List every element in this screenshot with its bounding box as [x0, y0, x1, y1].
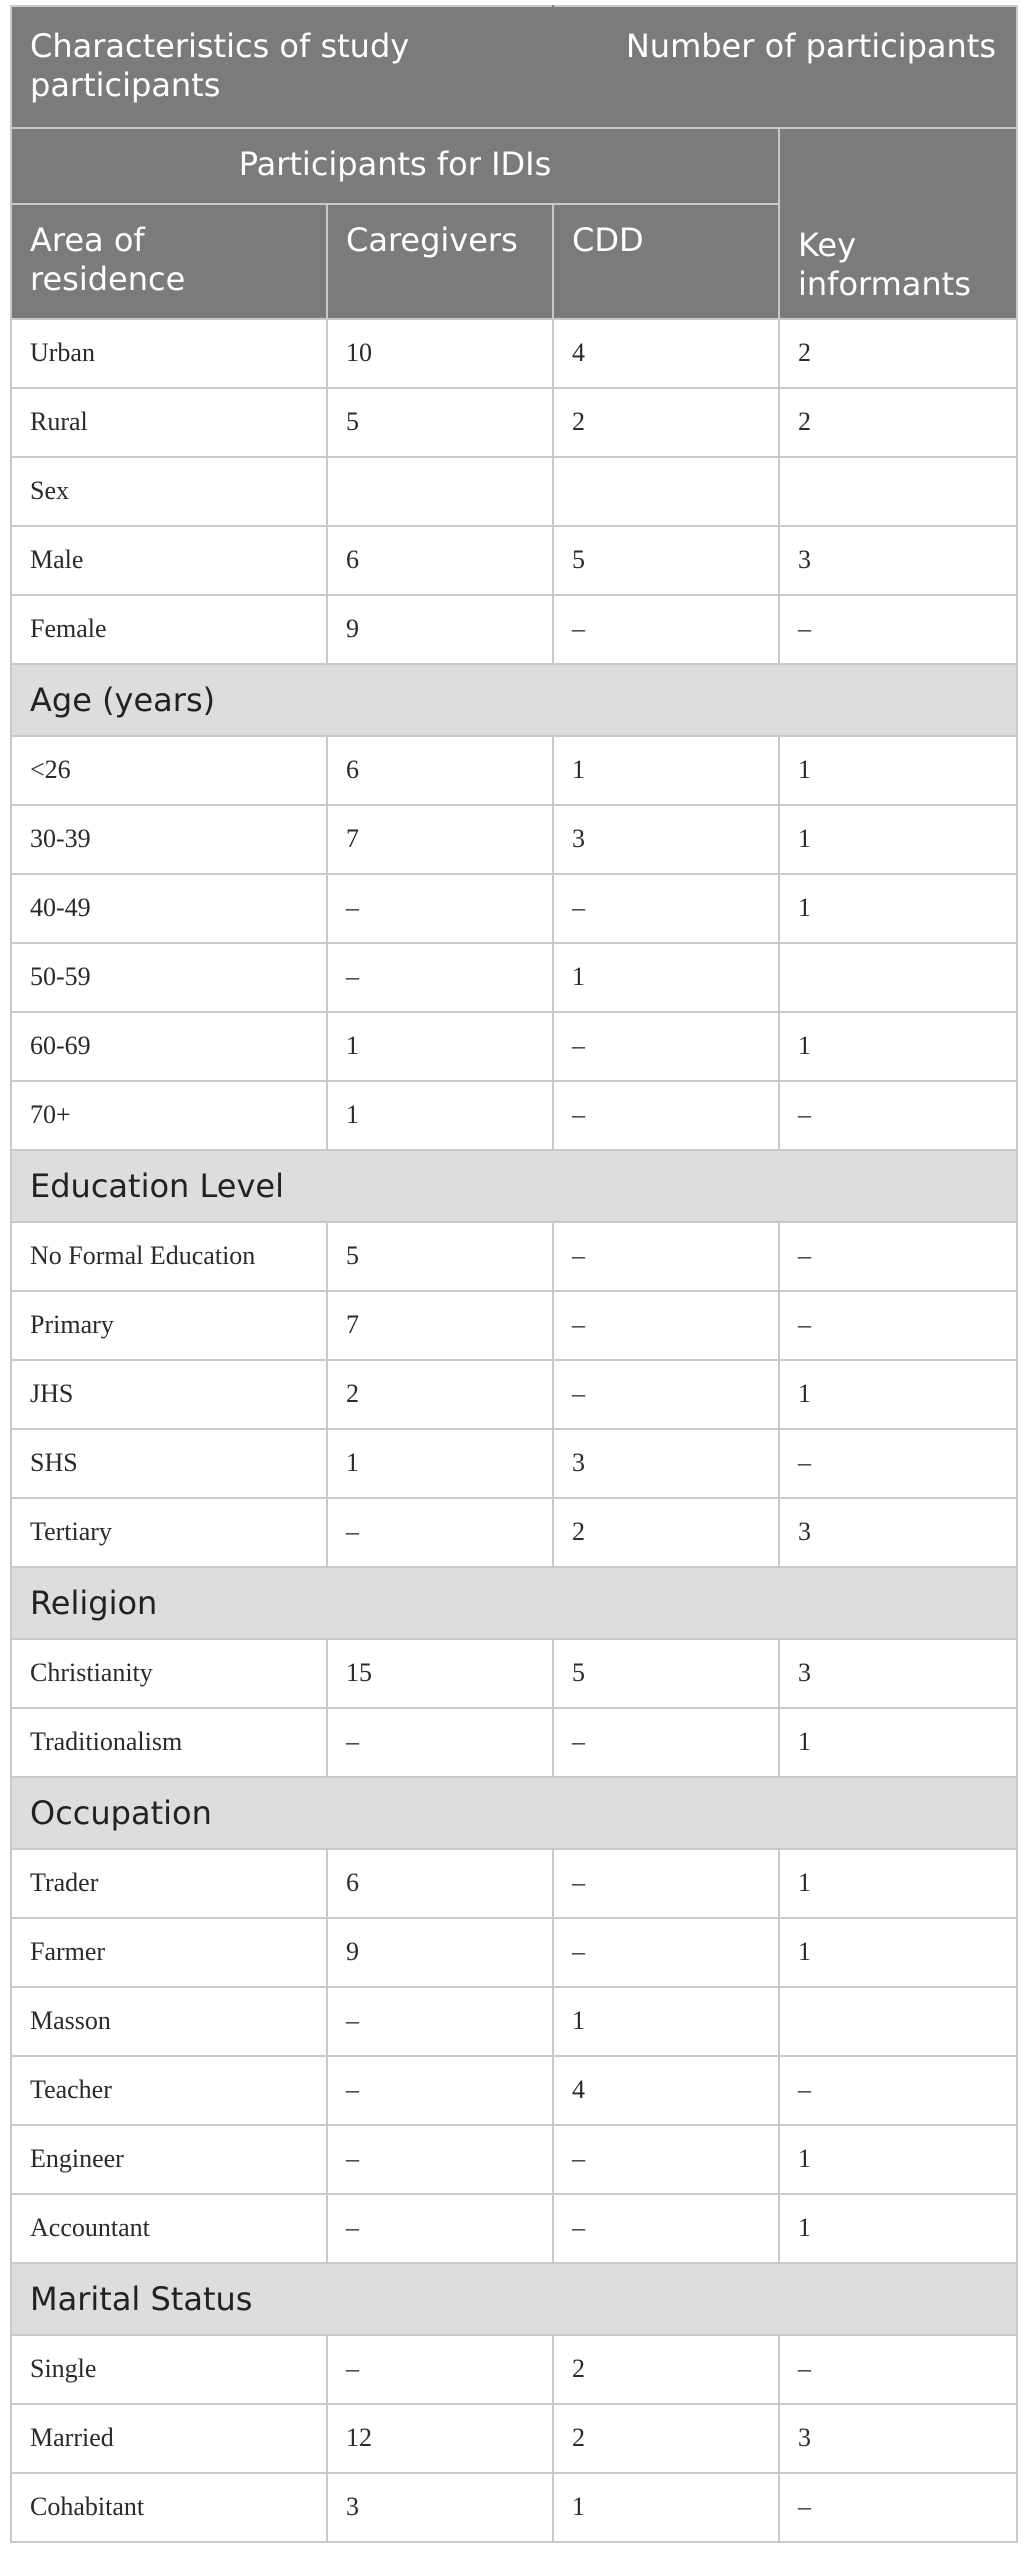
key-informants-cell	[779, 943, 1017, 1012]
key-informants-cell: 1	[779, 1918, 1017, 1987]
caregivers-cell: –	[327, 1708, 553, 1777]
table-row	[11, 1222, 1017, 1291]
caregivers-cell: 6	[327, 1849, 553, 1918]
participants-for-idis-header: Participants for IDIs	[11, 128, 779, 204]
table-row	[11, 1639, 1017, 1708]
row-label-cell: Sex	[11, 457, 327, 526]
cdd-cell: 2	[553, 2404, 779, 2473]
key-informants-cell: 1	[779, 2194, 1017, 2263]
row-label-cell: Single	[11, 2335, 327, 2404]
area-of-residence-header: Area of residence	[11, 204, 327, 319]
cdd-cell: 1	[553, 943, 779, 1012]
table-row	[11, 1081, 1017, 1150]
caregivers-cell: 12	[327, 2404, 553, 2473]
row-label-cell: <26	[11, 736, 327, 805]
cdd-cell: –	[553, 1012, 779, 1081]
table-row	[11, 1918, 1017, 1987]
cdd-cell: 1	[553, 736, 779, 805]
section-heading: Age (years)	[11, 664, 1017, 736]
key-informants-cell	[779, 1987, 1017, 2056]
row-label-cell: Female	[11, 595, 327, 664]
caregivers-cell: –	[327, 2194, 553, 2263]
cdd-header: CDD	[553, 204, 779, 319]
table-header	[11, 6, 1017, 319]
caregivers-cell: 3	[327, 2473, 553, 2542]
cdd-cell: –	[553, 1918, 779, 1987]
row-label-cell: JHS	[11, 1360, 327, 1429]
table-row	[11, 1987, 1017, 2056]
cdd-cell: 3	[553, 805, 779, 874]
row-label-cell: Rural	[11, 388, 327, 457]
number-of-participants-header: Number of participants	[553, 6, 1017, 128]
row-label-cell: 50-59	[11, 943, 327, 1012]
table-row	[11, 2125, 1017, 2194]
table-row	[11, 2194, 1017, 2263]
table-body	[11, 319, 1017, 2542]
row-label-cell: Christianity	[11, 1639, 327, 1708]
row-label-cell: No Formal Education	[11, 1222, 327, 1291]
cdd-cell: 4	[553, 319, 779, 388]
cdd-cell: –	[553, 1360, 779, 1429]
section-row	[11, 1567, 1017, 1639]
caregivers-cell	[327, 457, 553, 526]
key-informants-cell: –	[779, 2056, 1017, 2125]
key-informants-cell: 2	[779, 388, 1017, 457]
section-heading: Religion	[11, 1567, 1017, 1639]
row-label-cell: Cohabitant	[11, 2473, 327, 2542]
header-row-group	[11, 128, 1017, 204]
table-row	[11, 1291, 1017, 1360]
row-label-cell: 30-39	[11, 805, 327, 874]
caregivers-cell: 15	[327, 1639, 553, 1708]
table-row	[11, 1429, 1017, 1498]
row-label-cell: Primary	[11, 1291, 327, 1360]
cdd-cell: –	[553, 1849, 779, 1918]
cdd-cell: 2	[553, 388, 779, 457]
caregivers-cell: 9	[327, 1918, 553, 1987]
table-row	[11, 2335, 1017, 2404]
table-row	[11, 1360, 1017, 1429]
row-label-cell: Tertiary	[11, 1498, 327, 1567]
cdd-cell	[553, 457, 779, 526]
table-row	[11, 805, 1017, 874]
caregivers-cell: 7	[327, 805, 553, 874]
participants-table	[10, 5, 1018, 2543]
header-row-title	[11, 6, 1017, 128]
row-label-cell: Engineer	[11, 2125, 327, 2194]
table-row	[11, 388, 1017, 457]
row-label-cell: Teacher	[11, 2056, 327, 2125]
cdd-cell: –	[553, 874, 779, 943]
caregivers-cell: 10	[327, 319, 553, 388]
caregivers-cell: 7	[327, 1291, 553, 1360]
row-label-cell: Farmer	[11, 1918, 327, 1987]
table-row	[11, 2473, 1017, 2542]
key-informants-cell: 3	[779, 1498, 1017, 1567]
key-informants-cell: –	[779, 1081, 1017, 1150]
section-heading: Education Level	[11, 1150, 1017, 1222]
row-label-cell: Masson	[11, 1987, 327, 2056]
key-informants-header: Key informants	[779, 128, 1017, 319]
cdd-cell: 1	[553, 1987, 779, 2056]
caregivers-cell: 9	[327, 595, 553, 664]
key-informants-cell: –	[779, 2335, 1017, 2404]
row-label-cell: 40-49	[11, 874, 327, 943]
key-informants-cell: 1	[779, 1012, 1017, 1081]
table-row	[11, 1708, 1017, 1777]
section-heading: Marital Status	[11, 2263, 1017, 2335]
caregivers-cell: –	[327, 1498, 553, 1567]
table-row	[11, 457, 1017, 526]
caregivers-cell: 1	[327, 1012, 553, 1081]
key-informants-cell: –	[779, 1429, 1017, 1498]
row-label-cell: Traditionalism	[11, 1708, 327, 1777]
key-informants-cell: 1	[779, 736, 1017, 805]
section-row	[11, 1777, 1017, 1849]
key-informants-cell: 3	[779, 526, 1017, 595]
table-row	[11, 943, 1017, 1012]
table-row	[11, 319, 1017, 388]
row-label-cell: 60-69	[11, 1012, 327, 1081]
table-row	[11, 526, 1017, 595]
cdd-cell: –	[553, 1708, 779, 1777]
key-informants-cell: 3	[779, 2404, 1017, 2473]
key-informants-cell: 1	[779, 2125, 1017, 2194]
key-informants-cell: 1	[779, 805, 1017, 874]
key-informants-cell: 1	[779, 1849, 1017, 1918]
key-informants-cell: 3	[779, 1639, 1017, 1708]
cdd-cell: 3	[553, 1429, 779, 1498]
caregivers-cell: 6	[327, 736, 553, 805]
section-row	[11, 664, 1017, 736]
table-row	[11, 2056, 1017, 2125]
caregivers-cell: 5	[327, 1222, 553, 1291]
row-label-cell: Accountant	[11, 2194, 327, 2263]
caregivers-cell: –	[327, 1987, 553, 2056]
key-informants-cell: –	[779, 2473, 1017, 2542]
caregivers-cell: –	[327, 874, 553, 943]
section-heading: Occupation	[11, 1777, 1017, 1849]
table-row	[11, 736, 1017, 805]
caregivers-cell: 2	[327, 1360, 553, 1429]
cdd-cell: –	[553, 1081, 779, 1150]
key-informants-cell: –	[779, 1222, 1017, 1291]
cdd-cell: –	[553, 1291, 779, 1360]
caregivers-cell: –	[327, 943, 553, 1012]
caregivers-cell: –	[327, 2335, 553, 2404]
cdd-cell: 5	[553, 526, 779, 595]
table-row	[11, 2404, 1017, 2473]
cdd-cell: –	[553, 2194, 779, 2263]
table-row	[11, 1849, 1017, 1918]
cdd-cell: 1	[553, 2473, 779, 2542]
caregivers-cell: 1	[327, 1081, 553, 1150]
cdd-cell: 2	[553, 1498, 779, 1567]
key-informants-cell: 1	[779, 1708, 1017, 1777]
table-row	[11, 1498, 1017, 1567]
caregivers-cell: 6	[327, 526, 553, 595]
cdd-cell: 2	[553, 2335, 779, 2404]
key-informants-cell: –	[779, 595, 1017, 664]
caregivers-cell: 5	[327, 388, 553, 457]
key-informants-cell: 1	[779, 874, 1017, 943]
section-row	[11, 1150, 1017, 1222]
key-informants-cell	[779, 457, 1017, 526]
section-row	[11, 2263, 1017, 2335]
caregivers-cell: –	[327, 2056, 553, 2125]
row-label-cell: Trader	[11, 1849, 327, 1918]
cdd-cell: –	[553, 595, 779, 664]
cdd-cell: –	[553, 2125, 779, 2194]
row-label-cell: SHS	[11, 1429, 327, 1498]
cdd-cell: –	[553, 1222, 779, 1291]
row-label-cell: Male	[11, 526, 327, 595]
table-row	[11, 874, 1017, 943]
table-row	[11, 595, 1017, 664]
key-informants-cell: –	[779, 1291, 1017, 1360]
row-label-cell: Married	[11, 2404, 327, 2473]
cdd-cell: 5	[553, 1639, 779, 1708]
row-label-cell: 70+	[11, 1081, 327, 1150]
key-informants-cell: 2	[779, 319, 1017, 388]
cdd-cell: 4	[553, 2056, 779, 2125]
row-label-cell: Urban	[11, 319, 327, 388]
caregivers-header: Caregivers	[327, 204, 553, 319]
characteristics-header: Characteristics of study participants	[11, 6, 553, 128]
key-informants-cell: 1	[779, 1360, 1017, 1429]
caregivers-cell: –	[327, 2125, 553, 2194]
caregivers-cell: 1	[327, 1429, 553, 1498]
table-row	[11, 1012, 1017, 1081]
